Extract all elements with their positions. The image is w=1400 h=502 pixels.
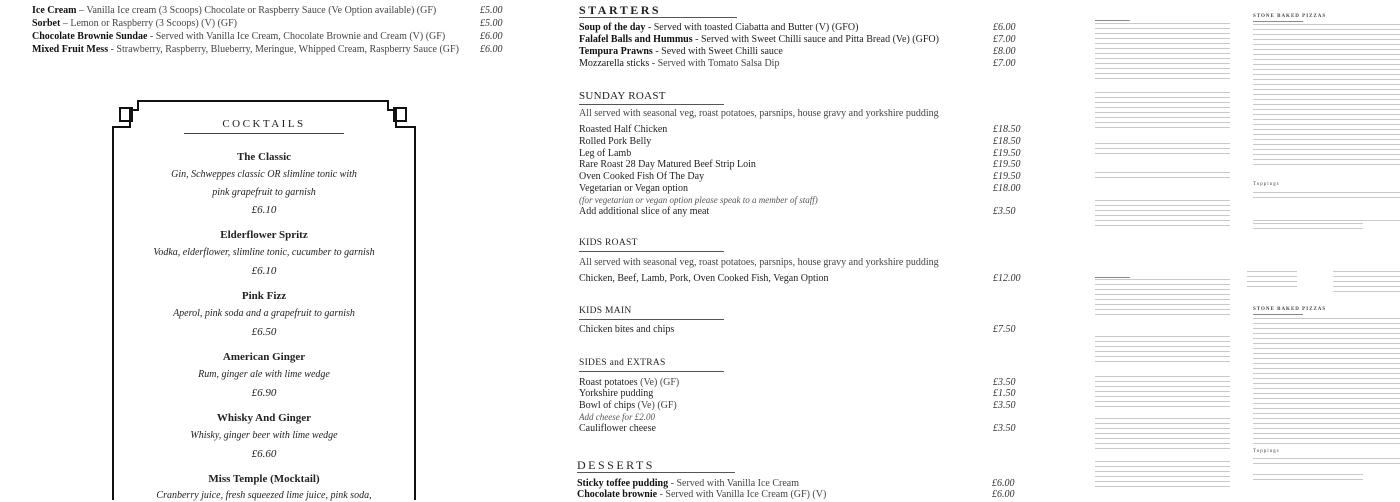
- cocktail-name: American Ginger: [222, 351, 306, 363]
- cocktail-desc: Gin, Schweppes classic OR slimline tonic with: [171, 169, 357, 180]
- cocktail-desc: Aperol, pink soda and a grapefruit to garnish: [173, 308, 355, 319]
- section-title-sunday-roast: SUNDAY ROAST: [579, 90, 666, 102]
- cocktail-desc: Rum, ginger ale with lime wedge: [198, 369, 330, 380]
- menu-item: Yorkshire pudding: [579, 388, 654, 399]
- menu-item: Add additional slice of any meat: [579, 206, 710, 217]
- item-price: £3.50: [993, 400, 1016, 411]
- section-rule: [579, 104, 724, 105]
- cocktail-desc: Whisky, ginger beer with lime wedge: [190, 430, 338, 441]
- pizza-heading: STONE BAKED PIZZAS: [1253, 14, 1327, 19]
- cocktail-price: £6.50: [251, 326, 277, 338]
- section-rule: [577, 472, 735, 473]
- item-price: £1.50: [993, 388, 1016, 399]
- item-price: £8.00: [993, 46, 1016, 57]
- cocktail-name: The Classic: [236, 151, 292, 163]
- title-rule: [184, 133, 344, 134]
- section-title-kids-roast: KIDS ROAST: [579, 238, 638, 248]
- toppings-heading: Toppings: [1253, 182, 1280, 187]
- item-price: £18.00: [993, 183, 1021, 194]
- item-price: £12.00: [993, 273, 1021, 284]
- menu-item: Mozzarella sticks - Served with Tomato Salsa Dip: [579, 58, 780, 69]
- menu-item: Mixed Fruit Mess - Strawberry, Raspberry, Blueberry, Meringue, Whipped Cream, Raspberry Sauce (GF): [32, 44, 459, 55]
- menu-item: Tempura Prawns - Seved with Sweet Chilli sauce: [579, 46, 783, 57]
- section-note: All served with seasonal veg, roast potatoes, parsnips, house gravy and yorkshire pudding: [579, 108, 939, 119]
- section-title-kids-main: KIDS MAIN: [579, 306, 632, 316]
- cocktail-name: Pink Fizz: [241, 290, 287, 302]
- menu-item: Chicken bites and chips: [579, 324, 675, 335]
- section-rule: [579, 371, 724, 372]
- section-title-sides: SIDES and EXTRAS: [579, 358, 666, 368]
- cocktail-price: £6.60: [251, 448, 277, 460]
- menu-item: Chocolate brownie - Served with Vanilla Ice Cream (GF) (V): [577, 489, 827, 500]
- item-price: £7.00: [993, 34, 1016, 45]
- section-note: All served with seasonal veg, roast potatoes, parsnips, house gravy and yorkshire pudding: [579, 257, 939, 268]
- cocktail-desc: pink grapefruit to garnish: [212, 187, 316, 198]
- cocktail-desc: Vodka, elderflower, slimline tonic, cucumber to garnish: [153, 247, 375, 258]
- veg-note: (for vegetarian or vegan option please speak to a member of staff): [579, 195, 818, 205]
- section-rule: [579, 251, 724, 252]
- item-price: £5.00: [480, 18, 503, 29]
- item-price: £6.00: [992, 478, 1015, 489]
- section-title-desserts: DESSERTS: [577, 458, 655, 472]
- item-price: £6.00: [992, 489, 1015, 500]
- item-price: £19.50: [993, 159, 1021, 170]
- item-price: £19.50: [993, 171, 1021, 182]
- cheese-note: Add cheese for £2.00: [579, 412, 655, 422]
- cocktail-price: £6.90: [251, 387, 277, 399]
- menu-item: Roast potatoes (Ve) (GF): [579, 377, 680, 388]
- cocktail-price: £6.10: [251, 204, 277, 216]
- menu-item: Sticky toffee pudding - Served with Vanilla Ice Cream: [577, 478, 800, 489]
- cocktail-name: Whisky And Ginger: [216, 412, 312, 424]
- menu-item: Oven Cooked Fish Of The Day: [579, 171, 705, 182]
- menu-item: Vegetarian or Vegan option: [579, 183, 688, 194]
- menu-item: Roasted Half Chicken: [579, 124, 668, 135]
- section-rule: [579, 17, 737, 18]
- item-price: £19.50: [993, 148, 1021, 159]
- item-price: £3.50: [993, 206, 1016, 217]
- pizza-heading-2: STONE BAKED PIZZAS: [1253, 307, 1327, 312]
- cocktail-name: Miss Temple (Mocktail): [208, 473, 320, 485]
- cocktail-price: £6.10: [251, 265, 277, 277]
- cocktail-desc: Cranberry juice, fresh squeezed lime juice, pink soda,: [156, 490, 372, 501]
- menu-item: Sorbet – Lemon or Raspberry (3 Scoops) (V) (GF): [32, 18, 237, 29]
- item-price: £18.50: [993, 124, 1021, 135]
- item-price: £6.00: [480, 31, 503, 42]
- item-price: £3.50: [993, 377, 1016, 388]
- section-title-starters: STARTERS: [579, 3, 662, 17]
- menu-item: Soup of the day - Served with toasted Ciabatta and Butter (V) (GFO): [579, 22, 859, 33]
- menu-item: Rolled Pork Belly: [579, 136, 652, 147]
- menu-item: Rare Roast 28 Day Matured Beef Strip Loin: [579, 159, 756, 170]
- menu-item: Bowl of chips (Ve) (GF): [579, 400, 677, 411]
- menu-item: Chicken, Beef, Lamb, Pork, Oven Cooked Fish, Vegan Option: [579, 273, 829, 284]
- section-rule: [579, 319, 724, 320]
- toppings-heading-2: Toppings: [1253, 449, 1280, 454]
- cocktail-name: Elderflower Spritz: [220, 229, 308, 241]
- menu-item: Ice Cream – Vanilla Ice cream (3 Scoops) Chocolate or Raspberry Sauce (Ve Option available) (GF): [32, 5, 437, 16]
- menu-item: Falafel Balls and Hummus - Served with Sweet Chilli sauce and Pitta Bread (Ve) (GFO): [579, 34, 939, 45]
- item-price: £7.50: [993, 324, 1016, 335]
- item-price: £6.00: [480, 44, 503, 55]
- item-price: £3.50: [993, 423, 1016, 434]
- item-price: £18.50: [993, 136, 1021, 147]
- item-price: £6.00: [993, 22, 1016, 33]
- menu-item: Chocolate Brownie Sundae - Served with Vanilla Ice Cream, Chocolate Brownie and Cream (V) (GF): [32, 31, 446, 42]
- menu-item: Cauliflower cheese: [579, 423, 656, 434]
- cocktails-title: COCKTAILS: [222, 118, 306, 130]
- item-price: £7.00: [993, 58, 1016, 69]
- item-price: £5.00: [480, 5, 503, 16]
- menu-item: Leg of Lamb: [579, 148, 632, 159]
